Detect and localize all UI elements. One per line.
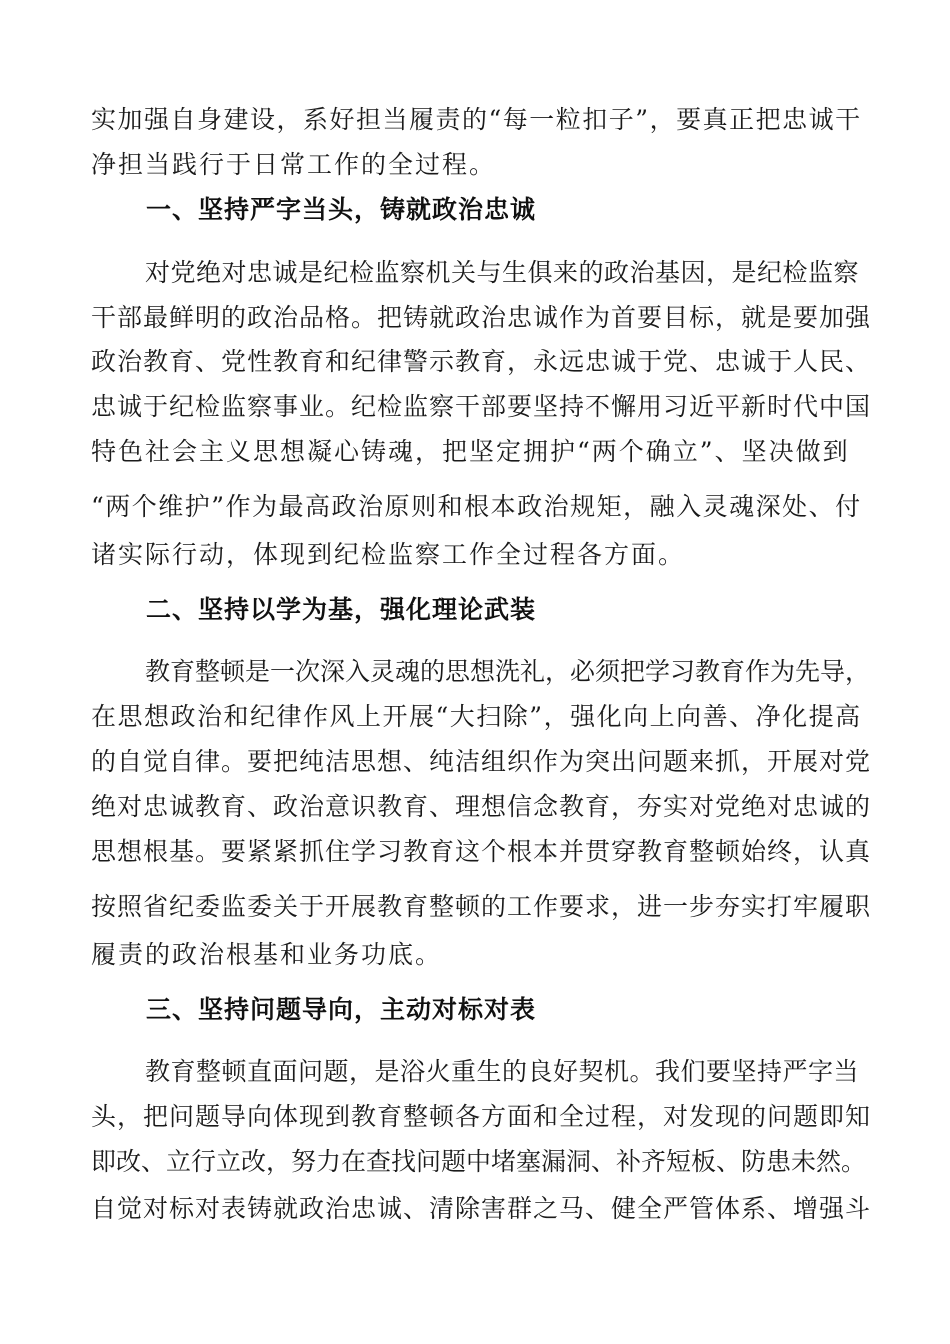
paragraph-line: 教育整顿直面问题，是浴火重生的良好契机。我们要坚持严字当 [145,1057,860,1086]
paragraph-line: 干部最鲜明的政治品格。把铸就政治忠诚作为首要目标，就是要加强 [91,303,872,332]
paragraph-line: 的自觉自律。要把纯洁思想、纯洁组织作为突出问题来抓，开展对党 [91,747,872,776]
paragraph-line: 自觉对标对表铸就政治忠诚、清除害群之马、健全严管体系、增强斗 [91,1194,872,1223]
paragraph-line: 政治教育、党性教育和纪律警示教育，永远忠诚于党、忠诚于人民、 [91,347,872,376]
section-heading-1: 一、坚持严字当头，铸就政治忠诚 [146,195,537,224]
paragraph-line: 头，把问题导向体现到教育整顿各方面和全过程，对发现的问题即知 [91,1102,872,1131]
paragraph-line: 忠诚于纪检监察事业。纪检监察干部要坚持不懈用习近平新时代中国 [91,392,872,421]
paragraph-line: 按照省纪委监委关于开展教育整顿的工作要求，进一步夯实打牢履职 [91,892,872,921]
paragraph-line: 诸实际行动，体现到纪检监察工作全过程各方面。 [91,540,686,569]
paragraph-line: 净担当践行于日常工作的全过程。 [91,150,497,179]
paragraph-line: 特色社会主义思想凝心铸魂，把坚定拥护“两个确立”、坚决做到 [91,437,850,466]
paragraph-line: 对党绝对忠诚是纪检监察机关与生俱来的政治基因，是纪检监察 [145,258,860,287]
section-heading-3: 三、坚持问题导向，主动对标对表 [146,995,537,1024]
paragraph-line: 实加强自身建设，系好担当履责的“每一粒扣子”，要真正把忠诚干 [91,105,862,134]
paragraph-line: 思想根基。要紧紧抓住学习教育这个根本并贯穿教育整顿始终，认真 [91,837,872,866]
paragraph-line: 绝对忠诚教育、政治意识教育、理想信念教育，夯实对党绝对忠诚的 [91,792,872,821]
paragraph-line: 即改、立行立改，努力在查找问题中堵塞漏洞、补齐短板、防患未然。 [91,1147,867,1176]
paragraph-line: 履责的政治根基和业务功底。 [91,940,443,969]
paragraph-line: 在思想政治和纪律作风上开展“大扫除”，强化向上向善、净化提高 [91,702,862,731]
paragraph-line: 教育整顿是一次深入灵魂的思想洗礼，必须把学习教育作为先导， [145,657,871,686]
paragraph-line: “两个维护”作为最高政治原则和根本政治规矩，融入灵魂深处、付 [91,492,862,521]
section-heading-2: 二、坚持以学为基，强化理论武装 [146,595,537,624]
